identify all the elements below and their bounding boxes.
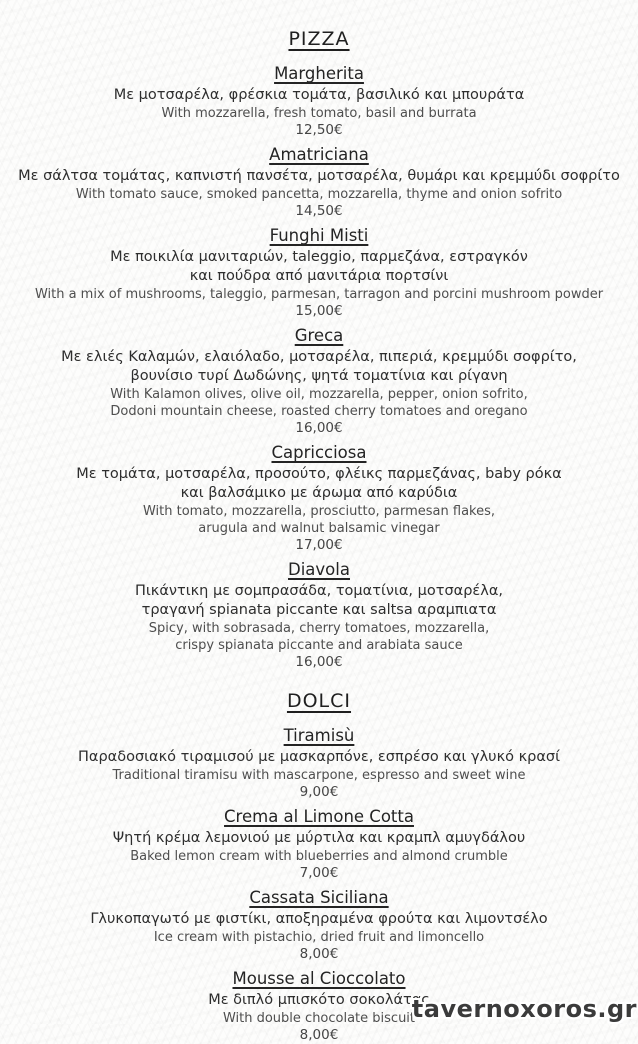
item-name: Cassata Siciliana [249,888,389,907]
item-price: 7,00€ [299,865,339,881]
item-desc-english: crispy spianata piccante and arabiata sauce [175,638,463,653]
item-desc-english: Spicy, with sobrasada, cherry tomatoes, mozzarella, [148,621,490,636]
section-dolci [0,689,638,1044]
menu-item-greca [0,326,638,437]
item-desc-greek: Γλυκοπαγωτό με φιστίκι, αποξηραμένα φρούτα και λιμοντσέλο [90,911,548,927]
item-price: 12,50€ [295,122,343,138]
item-desc-english: With Kalamon olives, olive oil, mozzarella, pepper, onion sofrito, [110,387,528,402]
item-desc-english: With tomato, mozzarella, prosciutto, parmesan flakes, [142,504,496,519]
item-desc-greek: Πικάντικη με σομπρασάδα, τοματίνια, μοτσαρέλα, [134,583,503,599]
item-name: Mousse al Cioccolato [232,969,406,988]
item-desc-english: Dodoni mountain cheese, roasted cherry tomatoes and oregano [110,404,528,419]
item-desc-english: With tomato sauce, smoked pancetta, mozzarella, thyme and onion sofrito [75,187,563,202]
item-desc-greek: Ψητή κρέμα λεμονιού με μύρτιλα και κραμπλ αμυγδάλου [112,830,526,846]
menu-item-capricciosa [0,443,638,554]
item-name: Tiramisù [283,726,355,745]
item-desc-english: With mozzarella, fresh tomato, basil and burrata [161,106,477,121]
item-desc-greek: και βαλσάμικο με άρωμα από καρύδια [180,485,458,501]
item-desc-greek: Με ποικιλία μανιταριών, taleggio, παρμεζάνα, εστραγκόν [110,249,528,265]
item-desc-english: Baked lemon cream with blueberries and almond crumble [130,849,508,864]
item-name: Funghi Misti [269,226,369,245]
item-desc-english: With double chocolate biscuit [222,1011,416,1026]
section-pizza [0,27,638,671]
item-price: 9,00€ [299,784,339,800]
item-price: 15,00€ [295,303,343,319]
item-price: 16,00€ [295,654,343,670]
menu-item-funghi-misti [0,226,638,320]
menu-item-cassata-siciliana [0,888,638,963]
item-desc-greek: Με ελιές Καλαμών, ελαιόλαδο, μοτσαρέλα, πιπεριά, κρεμμύδι σοφρίτο, [61,349,577,365]
menu-item-margherita [0,64,638,139]
item-desc-greek: τραγανή spianata piccante και saltsa αραμπιατα [141,602,497,618]
site-watermark: tavernoxoros.gr [411,995,637,1023]
item-name: Capricciosa [271,443,367,462]
menu-item-crema-al-limone-cotta [0,807,638,882]
item-name: Greca [294,326,344,345]
item-desc-english: Traditional tiramisu with mascarpone, espresso and sweet wine [112,768,526,783]
item-desc-greek: Παραδοσιακό τιραμισού με μασκαρπόνε, εσπρέσο και γλυκό κρασί [77,749,561,765]
item-name: Amatriciana [269,145,369,164]
item-name: Crema al Limone Cotta [224,807,414,826]
item-desc-greek: Με διπλό μπισκότο σοκολάτας [208,992,430,1008]
item-desc-greek: Με τομάτα, μοτσαρέλα, προσούτο, φλέικς παρμεζάνας, baby ρόκα [76,466,562,482]
item-desc-english: Ice cream with pistachio, dried fruit and limoncello [153,930,485,945]
section-title-pizza: PIZZA [288,28,350,50]
item-price: 14,50€ [295,203,343,219]
item-desc-english: With a mix of mushrooms, taleggio, parmesan, tarragon and porcini mushroom powder [34,287,604,302]
item-price: 16,00€ [295,420,343,436]
item-desc-greek: Με μοτσαρέλα, φρέσκια τομάτα, βασιλικό και μπουράτα [113,87,525,103]
item-name: Diavola [288,560,350,579]
item-desc-greek: Με σάλτσα τομάτας, καπνιστή πανσέτα, μοτσαρέλα, θυμάρι και κρεμμύδι σοφρίτο [18,168,620,184]
item-desc-english: arugula and walnut balsamic vinegar [198,521,440,536]
item-price: 8,00€ [299,1027,339,1043]
menu-item-amatriciana [0,145,638,220]
item-desc-greek: βουνίσιο τυρί Δωδώνης, ψητά τοματίνια και ρίγανη [130,368,508,384]
item-desc-greek: και πούδρα από μανιτάρια πορτσίνι [189,268,449,284]
item-price: 8,00€ [299,946,339,962]
section-title-dolci: DOLCI [286,690,352,712]
menu-item-tiramisu [0,726,638,801]
menu-item-diavola [0,560,638,671]
item-price: 17,00€ [295,537,343,553]
item-name: Margherita [274,64,364,83]
